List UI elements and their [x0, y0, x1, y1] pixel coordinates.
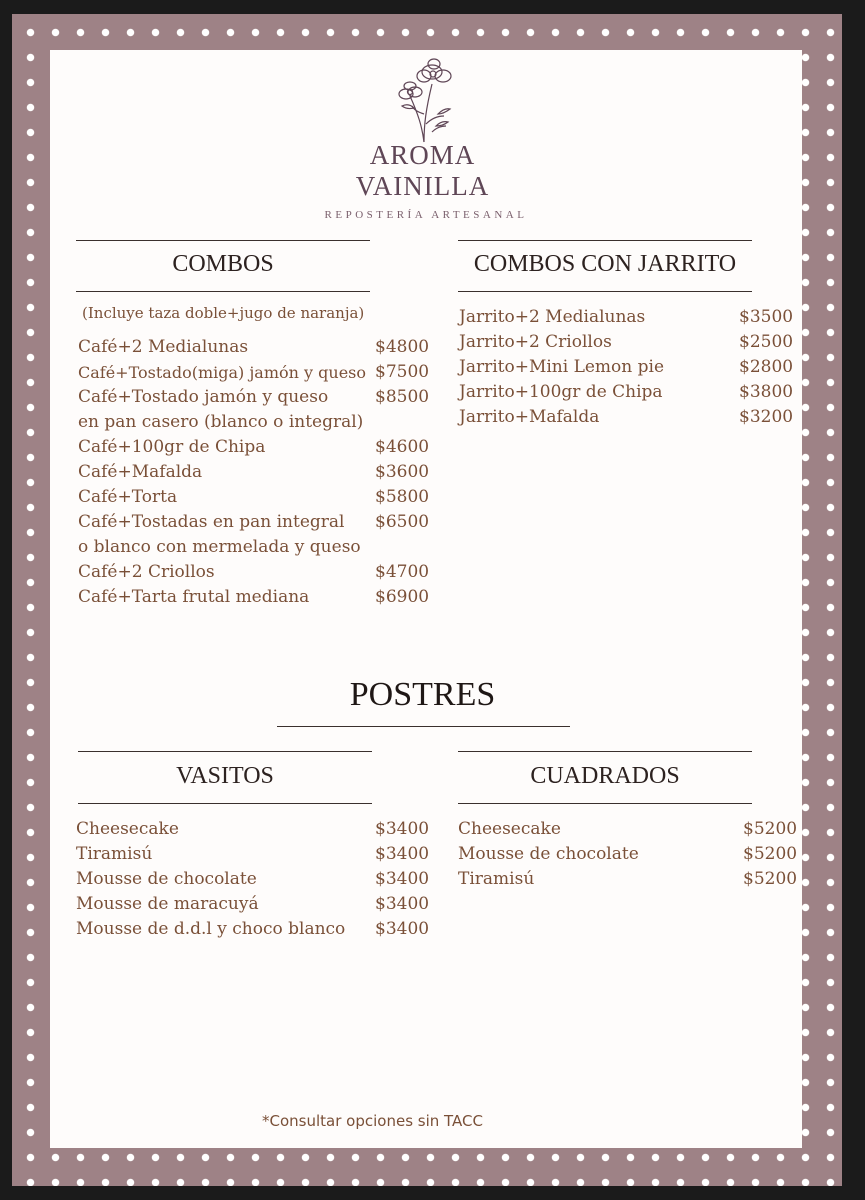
menu-item-price: $7500 — [375, 362, 430, 382]
menu-item-price: $5200 — [743, 869, 798, 889]
menu-item-name: Café+Tostado(miga) jamón y queso — [78, 363, 367, 382]
menu-item-name: Cheesecake — [458, 819, 561, 839]
menu-item-price: $2800 — [739, 357, 794, 377]
menu-item-name: Cheesecake — [76, 819, 179, 839]
menu-item-price: $8500 — [375, 387, 430, 407]
menu-item-name: Café+Tostadas en pan integral — [78, 512, 345, 532]
divider — [277, 726, 570, 727]
menu-item-price: $3400 — [375, 869, 430, 889]
menu-item-name: Café+Tostado jamón y queso — [78, 387, 329, 407]
menu-item-price: $5200 — [743, 819, 798, 839]
vasitos-title: VASITOS — [176, 763, 274, 789]
combos-title: COMBOS — [172, 251, 274, 277]
menu-item-name: Café+100gr de Chipa — [78, 437, 266, 457]
menu-item-price: $3400 — [375, 894, 430, 914]
menu-item-price: $5800 — [375, 487, 430, 507]
menu-item-name: Mousse de chocolate — [458, 844, 639, 864]
menu-item-price: $5200 — [743, 844, 798, 864]
footer-note: *Consultar opciones sin TACC — [262, 1112, 483, 1130]
divider — [458, 803, 752, 804]
menu-item-name: Café+2 Medialunas — [78, 337, 249, 357]
menu-item-name: Mousse de chocolate — [76, 869, 257, 889]
brand-name-line2: VAINILLA — [355, 171, 490, 201]
menu-item-price: $3800 — [739, 382, 794, 402]
menu-item-name: Tiramisú — [458, 869, 535, 889]
postres-title: POSTRES — [349, 676, 496, 713]
menu-item-name: Mousse de d.d.l y choco blanco — [76, 919, 346, 939]
menu-item-name-continued: en pan casero (blanco o integral) — [78, 412, 364, 432]
divider — [78, 803, 372, 804]
menu-item-price: $4600 — [375, 437, 430, 457]
menu-item-name: Café+Torta — [78, 487, 178, 507]
combos-note: (Incluye taza doble+jugo de naranja) — [82, 304, 365, 322]
brand-name-line1: AROMA — [369, 140, 476, 170]
menu-item-price: $3500 — [739, 307, 794, 327]
divider — [458, 240, 752, 241]
divider — [76, 291, 370, 292]
menu-item-price: $3200 — [739, 407, 794, 427]
menu-item-name: Café+2 Criollos — [78, 562, 215, 582]
menu-item-name: Café+Tarta frutal mediana — [78, 587, 310, 607]
menu-item-name: Jarrito+Mini Lemon pie — [459, 357, 665, 377]
divider — [458, 291, 752, 292]
menu-item-name-continued: o blanco con mermelada y queso — [78, 537, 361, 557]
menu-item-price: $3400 — [375, 819, 430, 839]
cuadrados-title: CUADRADOS — [530, 763, 680, 789]
tagline: REPOSTERÍA ARTESANAL — [324, 209, 528, 221]
menu-item-name: Mousse de maracuyá — [76, 894, 259, 914]
menu-item-name: Café+Mafalda — [78, 462, 203, 482]
menu-item-price: $3400 — [375, 919, 430, 939]
menu-item-price: $3400 — [375, 844, 430, 864]
divider — [458, 751, 752, 752]
combos-jarrito-title: COMBOS CON JARRITO — [473, 251, 737, 277]
menu-item-name: Jarrito+2 Criollos — [459, 332, 612, 352]
divider — [76, 240, 370, 241]
menu-item-price: $6500 — [375, 512, 430, 532]
menu-item-price: $6900 — [375, 587, 430, 607]
menu-item-price: $4800 — [375, 337, 430, 357]
menu-item-name: Jarrito+Mafalda — [459, 407, 600, 427]
divider — [78, 751, 372, 752]
menu-item-price: $2500 — [739, 332, 794, 352]
menu-item-price: $3600 — [375, 462, 430, 482]
menu-item-price: $4700 — [375, 562, 430, 582]
menu-item-name: Jarrito+2 Medialunas — [459, 307, 646, 327]
menu-item-name: Tiramisú — [76, 844, 153, 864]
menu-item-name: Jarrito+100gr de Chipa — [459, 382, 663, 402]
flower-bouquet-icon — [388, 54, 458, 144]
